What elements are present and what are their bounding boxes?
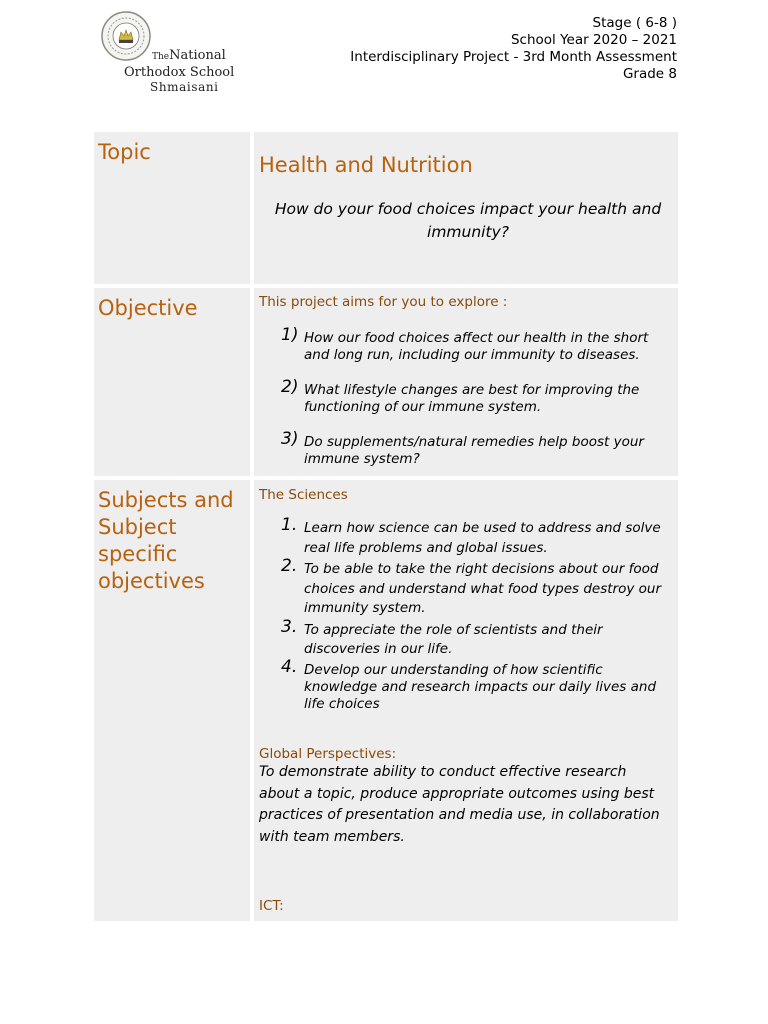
- list-item-text: Learn how science can be used to address and solve real life problems and global issues.: [304, 520, 661, 556]
- topic-label-cell: [94, 132, 250, 284]
- logo-text-the-national: TheNational: [152, 48, 226, 63]
- topic-heading: Health and Nutrition: [259, 153, 473, 177]
- list-item-text: Develop our understanding of how scientific knowledge and research impacts our daily lives and life choices: [304, 661, 657, 712]
- list-number: 1.: [281, 515, 298, 535]
- objective-label-cell: [94, 288, 250, 476]
- objective-content-cell: [254, 288, 678, 476]
- topic-question: How do your food choices impact your health and immunity?: [274, 200, 662, 241]
- header-info: [350, 15, 677, 83]
- subjects-label: Subjects and Subject specific objectives: [98, 488, 234, 593]
- logo-text-shmaisani: Shmaisani: [150, 80, 219, 94]
- list-item-text: What lifestyle changes are best for improving the functioning of our immune system.: [304, 382, 640, 415]
- global-perspectives-text: To demonstrate ability to conduct effective research about a topic, produce appropriate outcomes using best practices of presentation and media use, in collaboration with team members.: [259, 764, 660, 845]
- topic-row: [94, 132, 678, 284]
- list-number: 3.: [281, 616, 298, 637]
- list-item: [259, 656, 672, 713]
- list-item: [259, 556, 672, 619]
- list-number: 1): [281, 325, 299, 345]
- logo-text-orthodox-school: Orthodox School: [124, 65, 235, 80]
- header-project: Interdisciplinary Project - 3rd Month Assessment: [350, 49, 677, 65]
- objective-label: Objective: [98, 296, 198, 320]
- header-grade: Grade 8: [622, 66, 677, 82]
- list-item: [259, 515, 672, 558]
- list-item-text: To be able to take the right decisions about our food choices and understand what food types destroy our immunity system.: [304, 561, 662, 616]
- list-item-text: To appreciate the role of scientists and their discoveries in our life.: [304, 621, 603, 657]
- topic-content-cell: [254, 132, 678, 284]
- ict-heading: ICT:: [259, 898, 284, 914]
- topic-label: Topic: [98, 140, 151, 164]
- global-perspectives-heading: Global Perspectives:: [259, 746, 397, 762]
- objective-row: [94, 288, 678, 476]
- sciences-list: [259, 515, 672, 715]
- school-logo: [100, 10, 235, 96]
- objective-list: [259, 325, 672, 486]
- list-number: 2): [281, 377, 299, 397]
- list-item-text: How our food choices affect our health in the short and long run, including our immunity to diseases.: [304, 330, 649, 363]
- school-seal-icon: [100, 10, 152, 62]
- list-number: 2.: [281, 556, 298, 576]
- subjects-row: [94, 480, 678, 921]
- header-stage: Stage ( 6-8 ): [592, 15, 677, 31]
- objective-intro: This project aims for you to explore :: [259, 294, 508, 310]
- sciences-heading: The Sciences: [259, 487, 348, 503]
- list-item: [259, 429, 672, 468]
- list-number: 3): [281, 429, 299, 449]
- subjects-content-cell: [254, 480, 678, 921]
- header-school-year: School Year 2020 – 2021: [510, 32, 677, 48]
- list-number: 4.: [281, 656, 298, 677]
- subjects-label-cell: [94, 480, 250, 921]
- list-item: [259, 325, 672, 364]
- list-item: [259, 377, 672, 416]
- list-item-text: Do supplements/natural remedies help boost your immune system?: [304, 434, 644, 467]
- list-item: [259, 616, 672, 660]
